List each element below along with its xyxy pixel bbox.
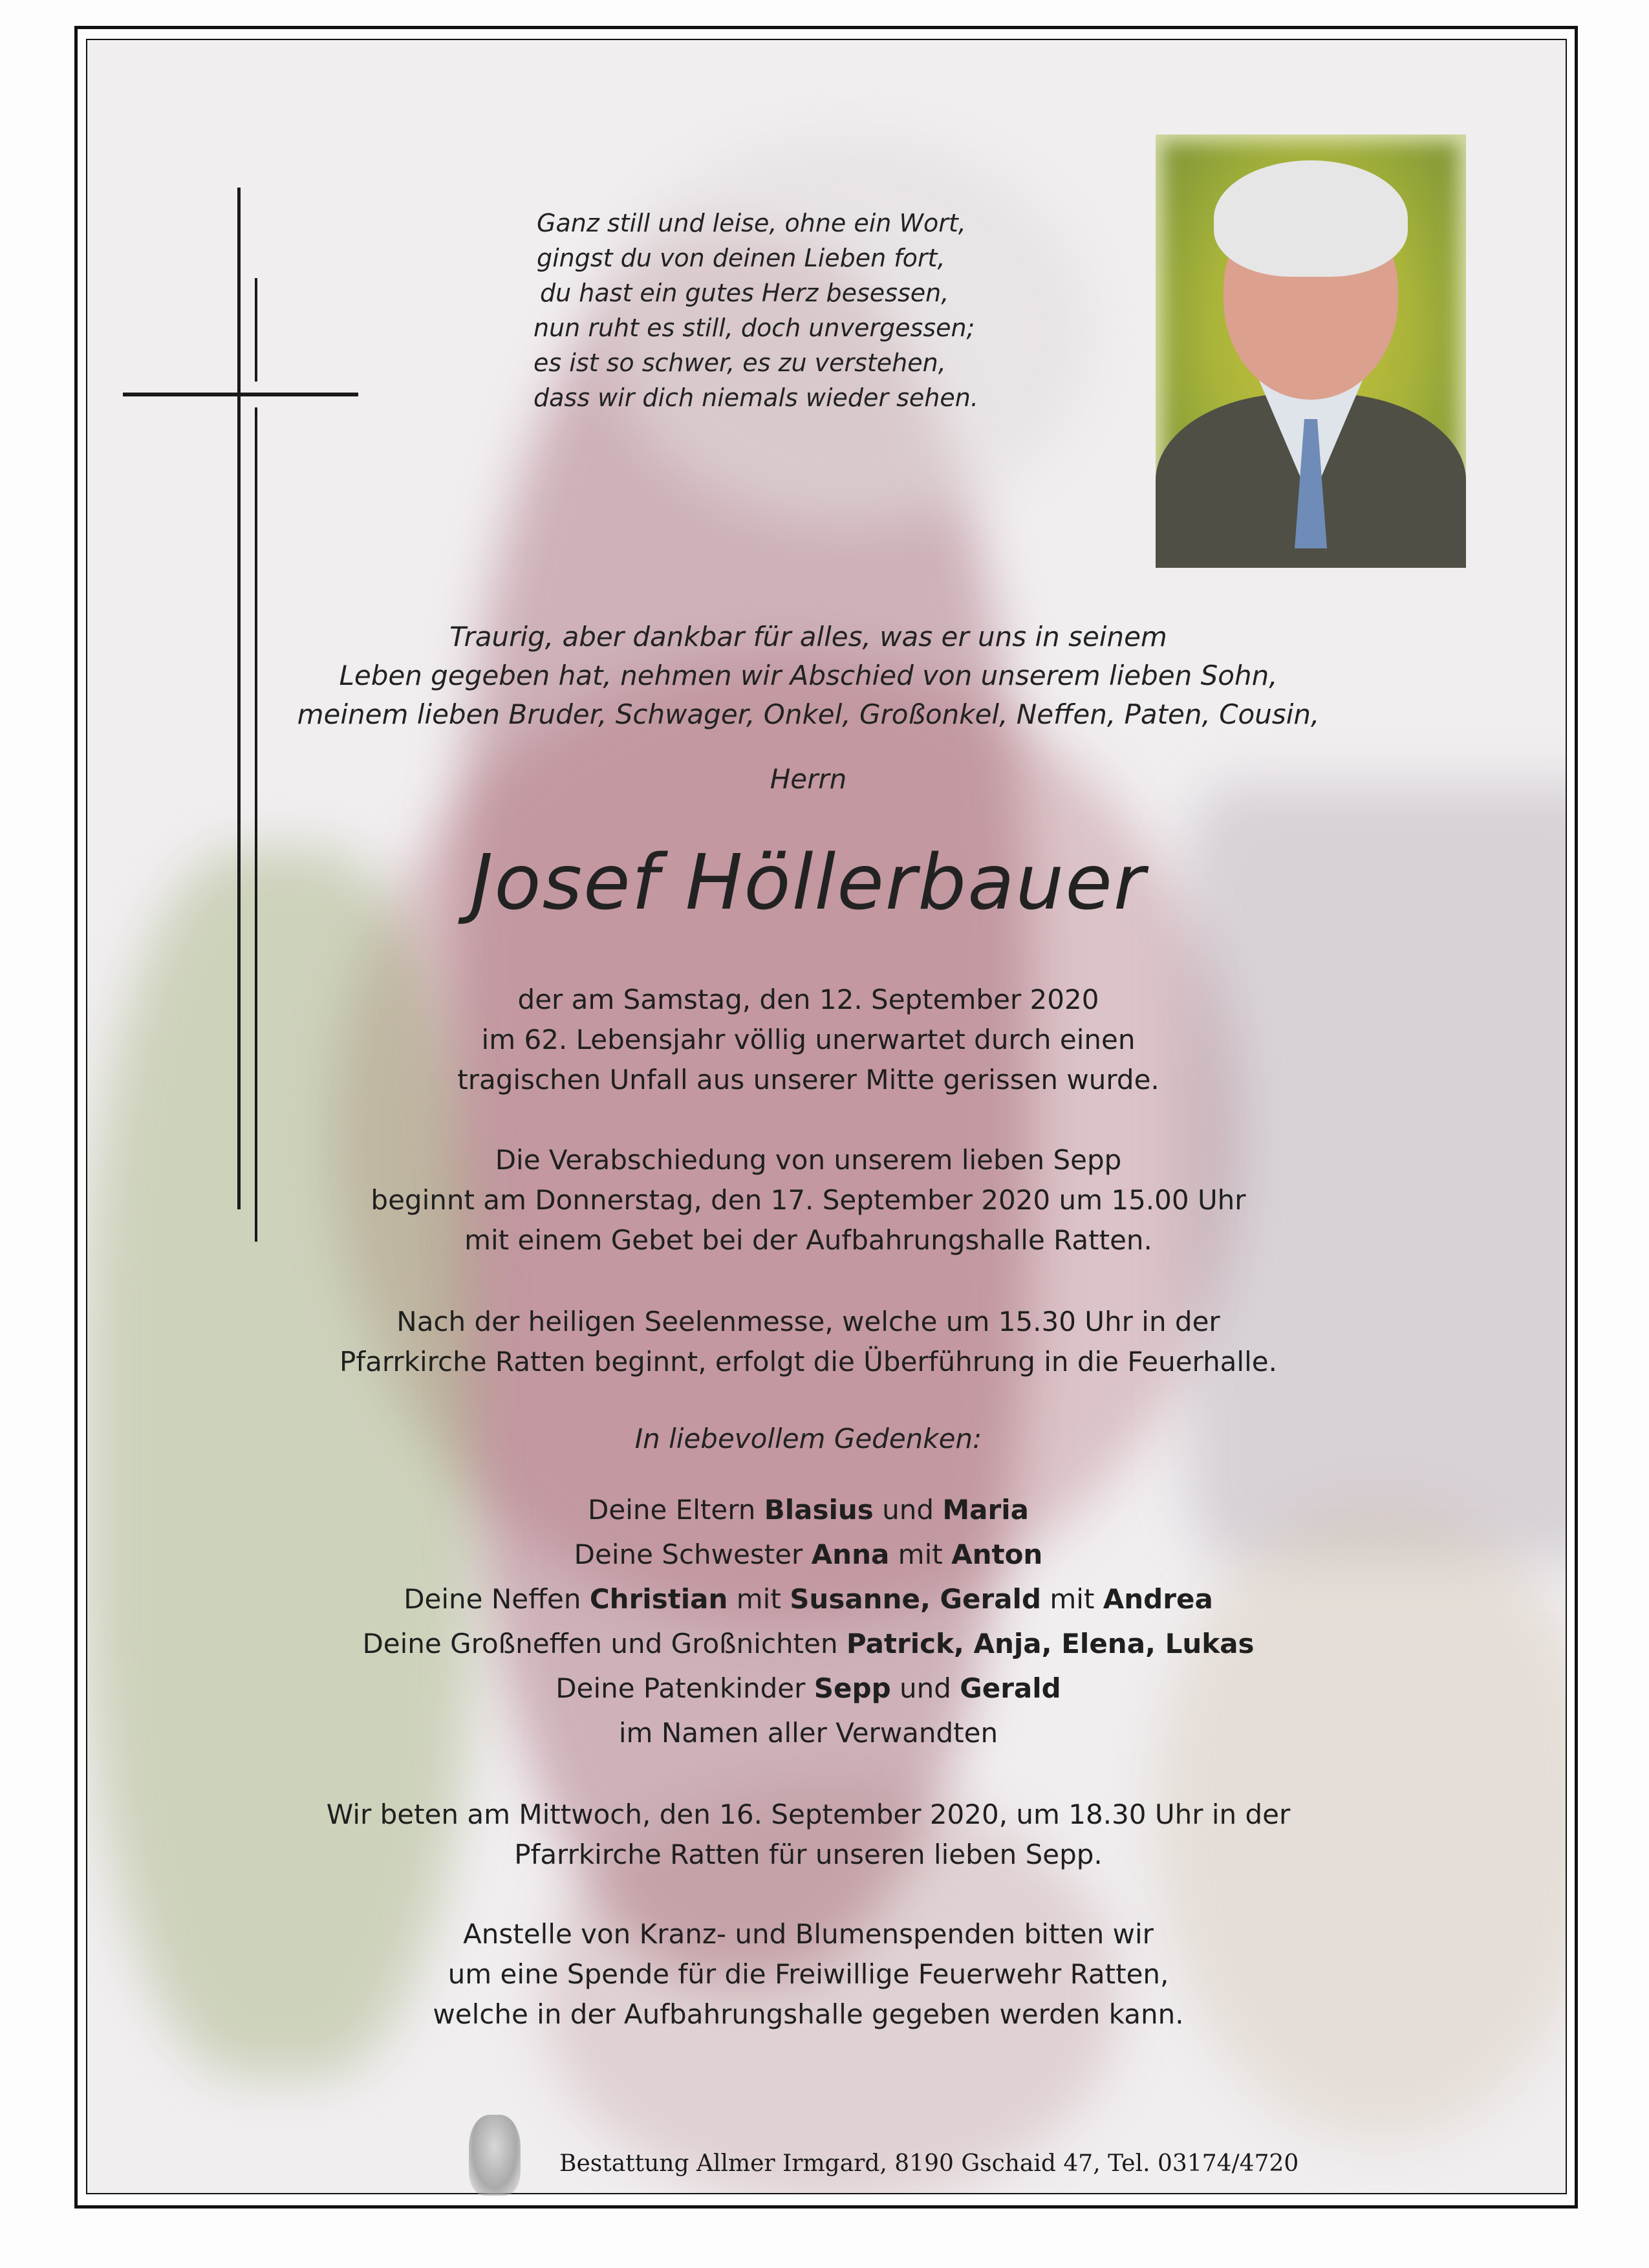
intro-line: Traurig, aber dankbar für alles, was er uns in seinem (449, 621, 1167, 653)
mass-line: Pfarrkirche Ratten beginnt, erfolgt die Überführung in die Feuerhalle. (339, 1346, 1277, 1377)
portrait-hair (1214, 160, 1408, 277)
angel-icon (469, 2115, 521, 2196)
remembrance-heading: In liebevollem Gedenken: (634, 1423, 982, 1454)
family-line-nephews: Deine Neffen Christian mit Susanne, Gerald mit Andrea (404, 1583, 1213, 1615)
family-line-godchildren: Deine Patenkinder Sepp und Gerald (555, 1672, 1061, 1704)
poem-line: gingst du von deinen Lieben fort, (537, 244, 945, 272)
intro-line: Leben gegeben hat, nehmen wir Abschied von unserem lieben Sohn, (339, 660, 1278, 691)
mass-line: Nach der heiligen Seelenmesse, welche um 15.30 Uhr in der (396, 1306, 1220, 1337)
poem-line: es ist so schwer, es zu verstehen, (534, 349, 946, 377)
deceased-name: Josef Höllerbauer (470, 837, 1147, 927)
poem-line: nun ruht es still, doch unvergessen; (534, 314, 975, 342)
cross-horizontal-bar (123, 393, 358, 396)
donation-line: welche in der Aufbahrungshalle gegeben werden kann. (433, 1998, 1184, 2030)
cross-vertical-bar (237, 188, 241, 1209)
mass-info (259, 1302, 1358, 1382)
death-notice (259, 980, 1358, 1100)
family-line-relatives: im Namen aller Verwandten (618, 1717, 998, 1749)
family-list (259, 1487, 1358, 1755)
prayer-line: Wir beten am Mittwoch, den 16. September 2020, um 18.30 Uhr in der (326, 1798, 1291, 1830)
donation-line: Anstelle von Kranz- und Blumenspenden bitten wir (463, 1918, 1154, 1950)
farewell-info (259, 1140, 1358, 1260)
intro-line: meinem lieben Bruder, Schwager, Onkel, Großonkel, Neffen, Paten, Cousin, (297, 698, 1320, 730)
portrait-photo (1156, 135, 1466, 568)
family-line-sister: Deine Schwester Anna mit Anton (574, 1539, 1043, 1570)
donation-info (259, 1914, 1358, 2035)
farewell-line: beginnt am Donnerstag, den 17. September 2020 um 15.00 Uhr (371, 1184, 1246, 1216)
death-notice-line: tragischen Unfall aus unserer Mitte gerissen wurde. (457, 1064, 1159, 1096)
poem (491, 206, 1009, 415)
prayer-info (259, 1795, 1358, 1875)
poem-line: Ganz still und leise, ohne ein Wort, (537, 209, 966, 237)
family-line-parents: Deine Eltern Blasius und Maria (588, 1494, 1029, 1526)
poem-line: dass wir dich niemals wieder sehen. (534, 383, 978, 412)
death-notice-line: der am Samstag, den 12. September 2020 (517, 984, 1099, 1015)
family-line-grandnephews: Deine Großneffen und Großnichten Patrick, Anja, Elena, Lukas (362, 1628, 1255, 1659)
intro-text (259, 618, 1358, 734)
farewell-line: mit einem Gebet bei der Aufbahrungshalle Ratten. (464, 1224, 1152, 1256)
cross-vertical-bar-thin (255, 278, 257, 1242)
salutation: Herrn (770, 763, 847, 795)
donation-line: um eine Spende für die Freiwillige Feuerwehr Ratten, (447, 1958, 1169, 1990)
death-notice-line: im 62. Lebensjahr völlig unerwartet durch einen (481, 1024, 1136, 1055)
funeral-home-footer: Bestattung Allmer Irmgard, 8190 Gschaid 47, Tel. 03174/4720 (559, 2150, 1299, 2177)
farewell-line: Die Verabschiedung von unserem lieben Sepp (495, 1144, 1122, 1176)
prayer-line: Pfarrkirche Ratten für unseren lieben Sepp. (514, 1839, 1103, 1870)
poem-line: du hast ein gutes Herz besessen, (540, 279, 949, 307)
